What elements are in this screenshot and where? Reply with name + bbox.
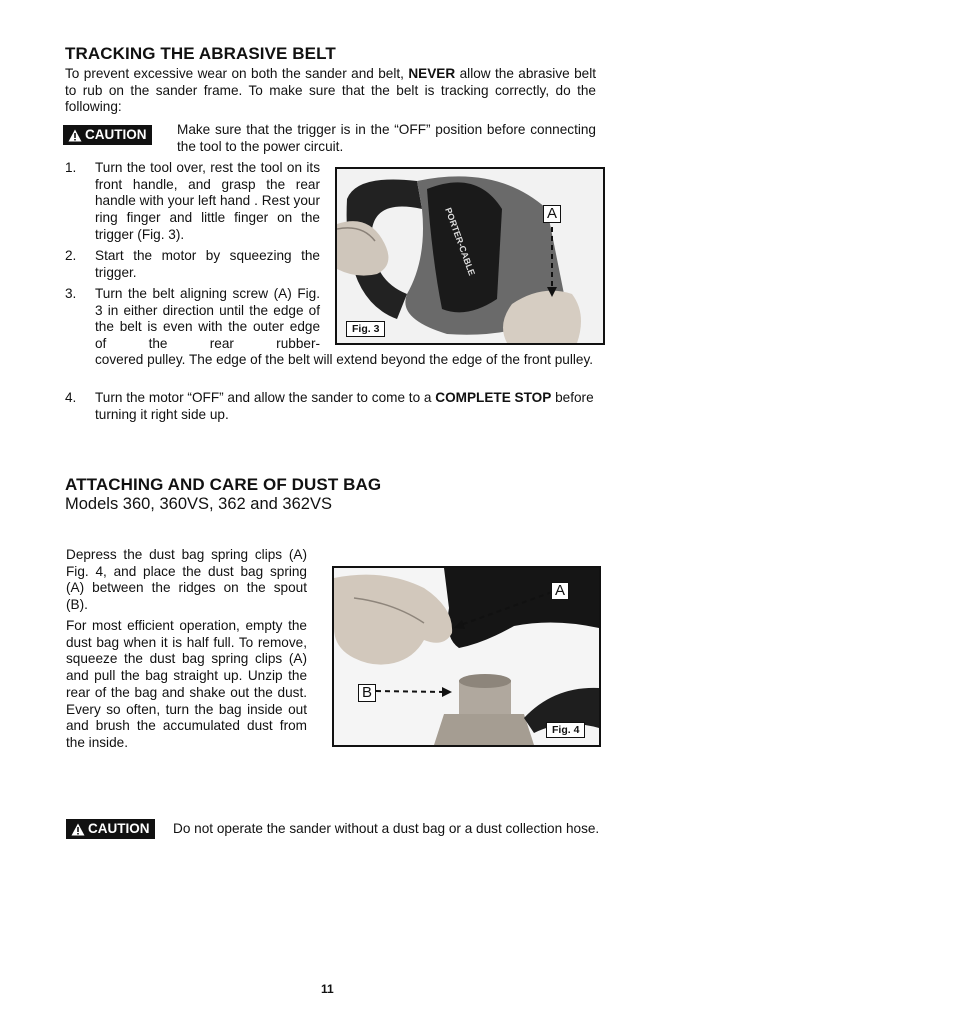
list-item: 1. Turn the tool over, rest the tool on its front handle, and grasp the rear handle with your left hand . Rest your ring finger and little finger on the trigger (Fig. 3). (65, 160, 320, 242)
section-title-tracking: TRACKING THE ABRASIVE BELT (65, 44, 336, 63)
section-subtitle-models: Models 360, 360VS, 362 and 362VS (65, 495, 332, 513)
callout-a: A (551, 582, 569, 600)
figure-4-photo (332, 566, 601, 747)
caution-badge: CAUTION (63, 125, 152, 145)
figure-label: Fig. 3 (346, 321, 385, 337)
sander-photo-illustration (337, 169, 603, 343)
list-item: 2. Start the motor by squeezing the trigger. (65, 248, 320, 280)
page-number: 11 (321, 982, 334, 996)
callout-a: A (543, 205, 561, 223)
section-title-dust-bag: ATTACHING AND CARE OF DUST BAG (65, 475, 382, 494)
list-item: 4. Turn the motor “OFF” and allow the sander to come to a COMPLETE STOP before turning it right side up. (65, 390, 594, 422)
dust-bag-para-1: Depress the dust bag spring clips (A) Fig. 4, and place the dust bag spring (A) between the ridges on the spout (B). (66, 547, 307, 613)
list-item: 3. Turn the belt aligning screw (A) Fig. 3 in either direction until the edge of the belt is even with the outer edge of the rear rubber- (65, 286, 320, 352)
tracking-intro: To prevent excessive wear on both the sander and belt, NEVER allow the abrasive belt to rub on the sander frame. To make sure that the belt is tracking correctly, do the following: (65, 66, 597, 115)
caution-badge: CAUTION (66, 819, 155, 839)
figure-3-photo (335, 167, 605, 345)
caution-text: Make sure that the trigger is in the “OFF” position before connecting the tool to the power circuit. (177, 122, 596, 154)
warning-triangle-icon (71, 823, 85, 836)
list-item-continuation: covered pulley. The edge of the belt will extend beyond the edge of the front pulley. (95, 352, 594, 367)
caution-text: Do not operate the sander without a dust bag or a dust collection hose. (173, 821, 600, 836)
callout-b: B (358, 684, 376, 702)
svg-text:PORTER-CABLE: PORTER-CABLE (443, 206, 477, 277)
warning-triangle-icon (68, 129, 82, 142)
figure-label: Fig. 4 (546, 722, 585, 738)
dust-bag-para-2: For most efficient operation, empty the dust bag when it is half full. To remove, squeeze the dust bag spring clips (A) and pull the bag straight up. Unzip the rear of the bag and shake out the dust. Every so often, turn the bag inside out and brush the accumulated dust from the inside. (66, 618, 307, 750)
